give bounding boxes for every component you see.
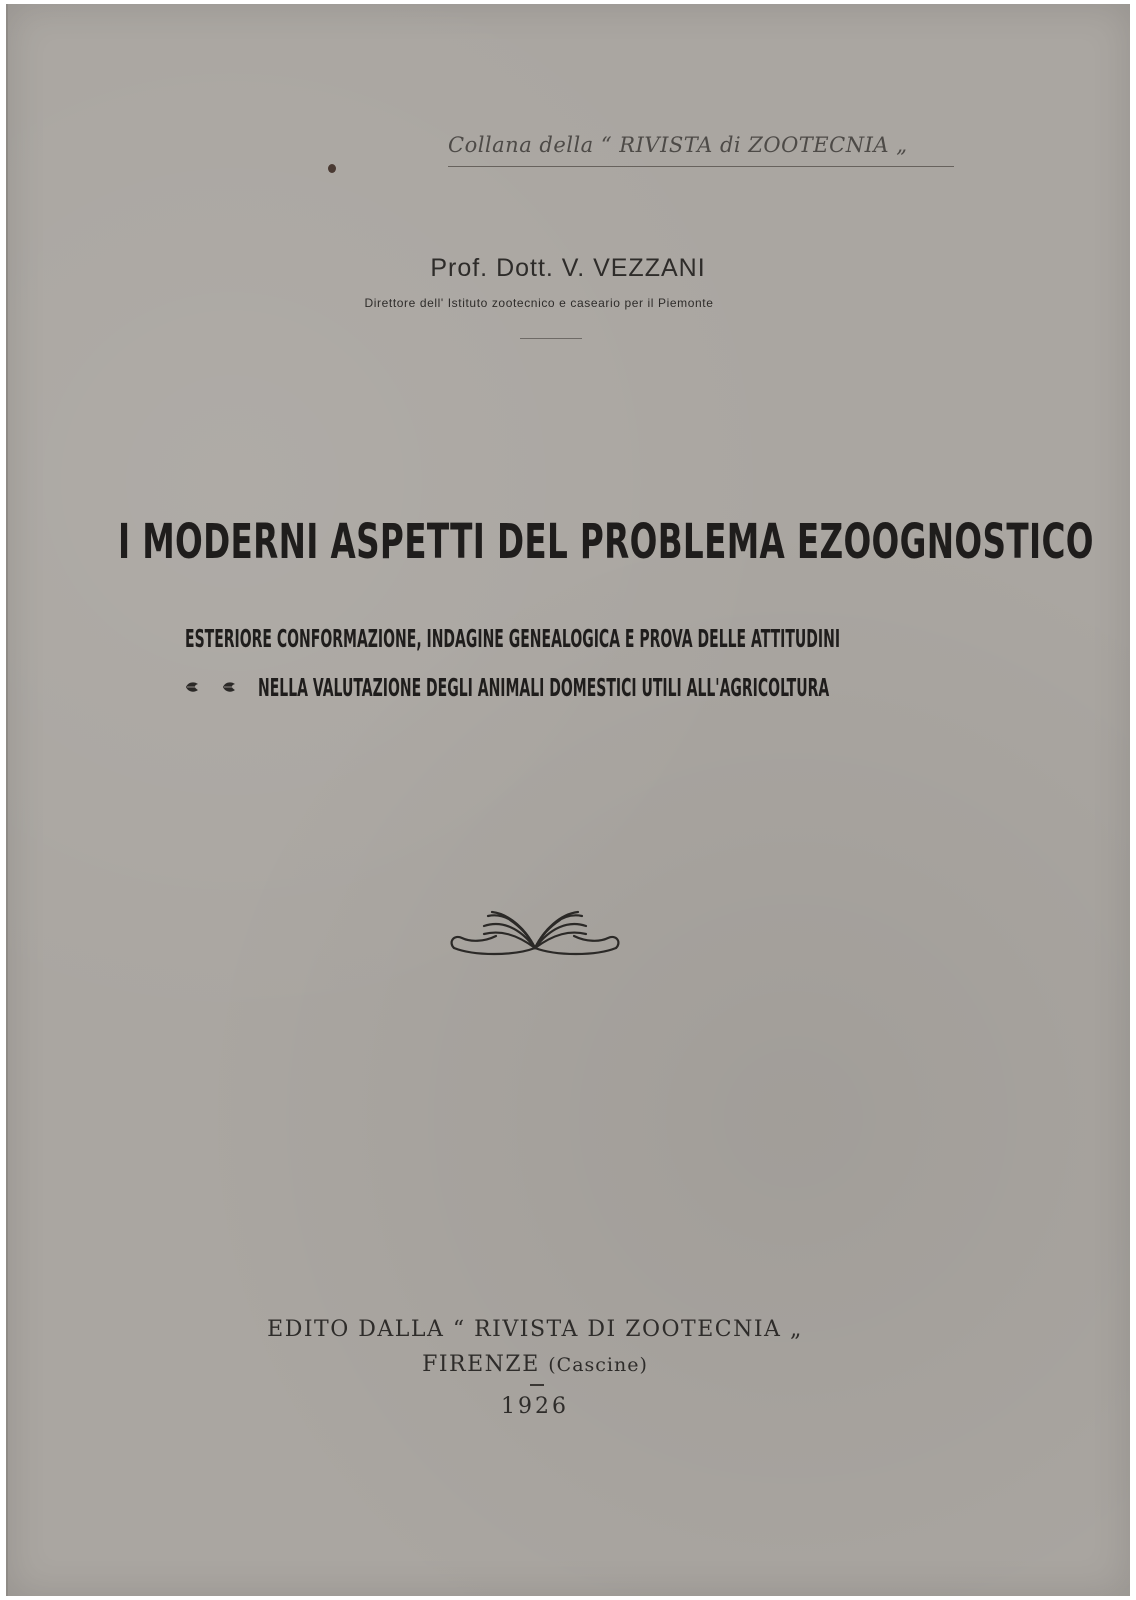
subtitle-line-2: NELLA VALUTAZIONE DEGLI ANIMALI DOMESTICI UTILI ALL'AGRICOLTURA [258,673,830,702]
city-name: FIRENZE [422,1352,540,1377]
leaf-ornament-icon [222,681,236,693]
year-dash [530,1384,544,1386]
ink-spot [328,164,336,173]
publication-city [0,1352,1070,1377]
author-affiliation: Direttore dell' Istituto zootecnico e caseario per il Piemonte [364,296,714,310]
series-line: Collana della “ RIVISTA di ZOOTECNIA „ [448,133,908,157]
series-underline [448,166,954,167]
divider-rule [520,338,582,339]
leaf-ornament-icon [185,681,199,693]
city-note: (Cascine) [548,1354,648,1376]
fan-scroll-ornament-icon [444,898,626,962]
main-title: I MODERNI ASPETTI DEL PROBLEMA EZOOGNOSTICO [118,514,1094,570]
author-name: Prof. Dott. V. VEZZANI [430,254,706,282]
publication-year: 1926 [501,1394,569,1419]
publisher-line: EDITO DALLA “ RIVISTA DI ZOOTECNIA „ [267,1317,803,1342]
subtitle-line-1: ESTERIORE CONFORMAZIONE, INDAGINE GENEALOGICA E PROVA DELLE ATTITUDINI [185,624,841,653]
